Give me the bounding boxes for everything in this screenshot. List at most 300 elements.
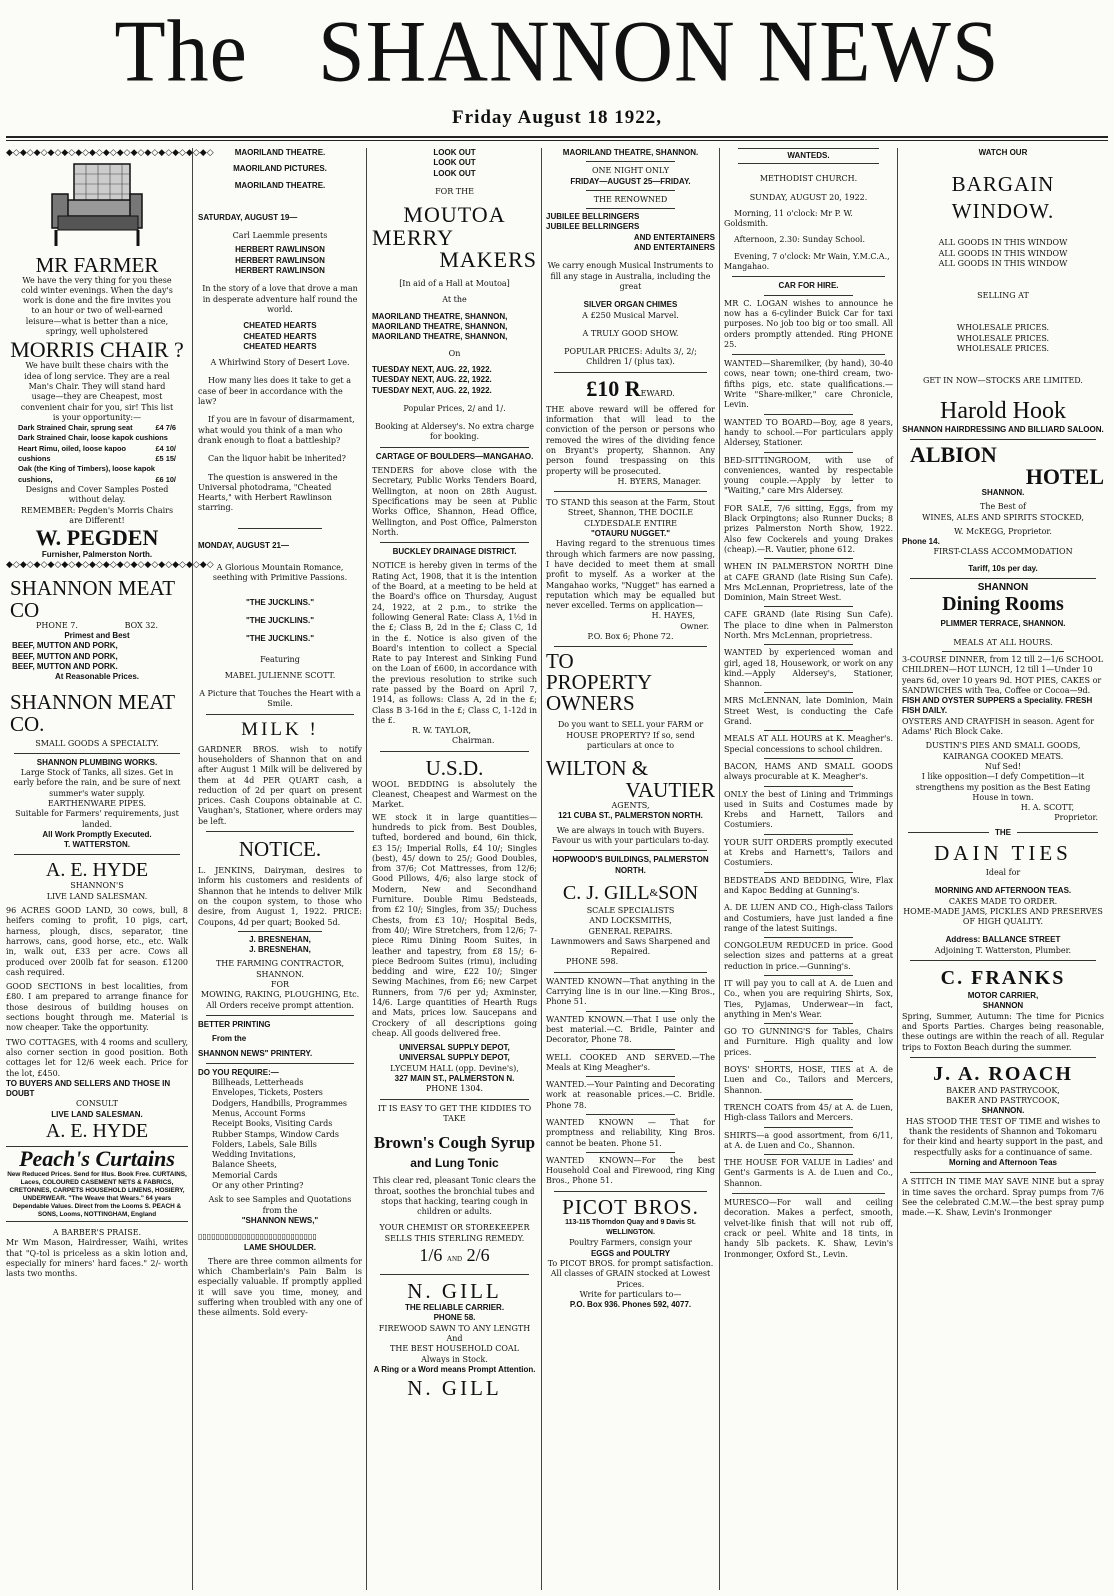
depot: UNIVERSAL SUPPLY DEPOT, [399,1053,510,1063]
bresnehan: J. BRESNEHAN, [249,945,311,955]
classified-ad: FOR SALE, 7/6 sitting, Eggs, from my Black Orpingtons; also Runner Ducks; 8 prizes Palmerston North Show, 1922. Also few Cockerels and young Drakes (cheap).—R. Vautier, phone 612. [724,503,893,554]
touch-note: We are always in touch with Buyers. Favour us with your particulars to-day. [551,825,710,846]
printing-item: Billheads, Letterheads [212,1078,304,1088]
hayes: H. HAYES, [651,611,695,621]
from-the: From the [212,1034,247,1044]
wanteds-heading: WANTEDS. [787,151,830,160]
popular-prices: POPULAR PRICES: Adults 3/, 2/; Children 1/ (plus tax). [564,347,697,367]
meat-co-contact [6,621,188,631]
divider [764,1099,853,1100]
divider [764,975,853,976]
window-heading: WINDOW. [951,199,1055,224]
price-item-price: £4 7/6 [155,423,176,433]
meat-co-specialty: SMALL GOODS A SPECIALTY. [35,738,159,748]
usd-heading: U.S.D. [425,755,484,780]
gill-phone: PHONE 58. [433,1313,476,1323]
printing-item: Dodgers, Handbills, Programmes [212,1098,347,1108]
otauru: "OTAURU NUGGET." [591,529,670,539]
divider [764,758,853,759]
divider [732,276,885,277]
divider [14,854,180,855]
column-5 [724,148,893,1592]
teas: MORNING AND AFTERNOON TEAS. [934,886,1072,896]
divider [586,1114,675,1115]
locks: AND LOCKSMITHS, [589,916,672,926]
dainties-heading: DAIN TIES [934,840,1072,865]
harold-sub: SHANNON HAIRDRESSING AND BILLIARD SALOON. [902,424,1104,434]
divider [380,447,529,448]
divider [942,651,1064,652]
car-heading: CAR FOR HIRE. [778,281,839,291]
owner: Owner. [680,621,709,631]
divider [586,1011,675,1012]
lame-shoulder: LAME SHOULDER. [244,1242,316,1252]
methodist: METHODIST CHURCH. [759,174,858,184]
plumbing-heading: SHANNON PLUMBING WORKS. [36,757,158,767]
column-2 [198,148,362,1592]
morris-chair-heading: MORRIS CHAIR ? [10,337,184,363]
wanted-known: WANTED KNOWN.—That I use only the best material.—C. Bridle, Painter and Decorator, Phone 78. [546,1014,715,1045]
printing-item: Wedding Invitations, [212,1150,296,1160]
laemmle: Carl Laemmle presents [232,231,328,241]
byers: H. BYERS, Manager. [617,476,701,486]
lookout: LOOK OUT [433,158,476,168]
milk-body: GARDNER BROS. wish to notify householders of Shannon that on and after August 1 Milk will be delivered by them at 4d PER QUART cash, a reduction of 2d per quart on present prices. Cash Coupons obtainable at C. Vaughan's, Stationer, where orders may be left. [198,744,362,826]
divider [380,1274,529,1275]
divider [586,190,675,191]
franks-shannon: SHANNON [982,1001,1024,1011]
price-item [18,433,176,453]
makers-heading: MAKERS [439,247,537,273]
theatre-line: MAORILAND THEATRE. [234,180,326,190]
plimmer: PLIMMER TERRACE, SHANNON. [940,619,1066,629]
chair-price-list [6,423,188,485]
tuesday-line: TUESDAY NEXT, AUG. 22, 1922. [372,375,492,385]
browns-heading: Brown's Cough Syrup [373,1133,536,1153]
lyceum: LYCEUM HALL (opp. Devine's), [390,1063,519,1073]
printing-list [198,1078,362,1191]
cj-gill-heading [546,880,715,906]
po-box: P.O. Box 6; Phone 72. [587,631,674,641]
picture-note: A Picture that Touches the Heart with a Smile. [199,689,361,709]
divider [732,354,885,355]
rawlinson: HERBERT RAWLINSON [235,245,325,255]
cj-gill-phone: PHONE 598. [566,957,619,967]
divider [554,372,707,373]
service: Morning, 11 o'clock: Mr P. W. Goldsmith. [724,208,853,229]
hyde-heading: A. E. HYDE [45,859,149,882]
roach-baker: BAKER AND PASTRYCOOK, [946,1096,1060,1106]
taylor: R. W. TAYLOR, [412,726,472,736]
first-class: FIRST-CLASS ACCOMMODATION [933,547,1073,557]
hyde-sub: LIVE LAND SALESMAN. [46,891,148,901]
ring-note: A Ring or a Word means Prompt Attention. [373,1364,536,1374]
hyde-live-land: LIVE LAND SALESMAN. [51,1109,143,1119]
theatre-line: MAORILAND THEATRE, SHANNON, [372,311,508,321]
question-1: How many lies does it take to get a case of beer in accordance with the law? [198,376,351,407]
all-goods: ALL GOODS IN THIS WINDOW [938,238,1068,248]
divider [238,528,322,529]
price-item-name: Oak (the King of Timbers), loose kapok cushions, [18,464,156,484]
divider [764,899,853,900]
price-item [18,423,176,433]
get-in-now: GET IN NOW—STOCKS ARE LIMITED. [923,376,1083,386]
depot-phone: PHONE 1304. [425,1084,484,1094]
chairman: Chairman. [452,736,495,746]
to-heading: TO [546,649,574,674]
divider [764,1061,853,1062]
lookout: LOOK OUT [433,148,476,157]
divider [764,730,853,731]
divider [764,834,853,835]
picot-heading: PICOT BROS. [562,1194,699,1219]
divider [764,500,853,501]
roach-heading: J. A. ROACH [933,1062,1073,1085]
divider [764,1023,853,1024]
dateline: Friday August 18 1922, [452,107,662,128]
roach-shannon: SHANNON. [981,1106,1025,1116]
column-divider [192,148,193,1590]
divider [764,606,853,607]
jubilee: JUBILEE BELLRINGERS [546,222,640,232]
sell-note: Do you want to SELL your FARM or HOUSE PROPERTY? If so, send particulars at once to [557,720,704,750]
tariff: Tariff, 10s per day. [968,563,1038,573]
chemist-note: YOUR CHEMIST OR STOREKEEPER SELLS THIS STERLING REMEDY. [379,1223,530,1243]
stand-body: Having regard to the strenuous times through which farmers are now passing, I have decided to meet them at small profit to myself. As a worker at the Mangahao works, "Nugget" has earned a reputation which may be equalled but never excelled. Terms on application— [546,539,715,611]
meat-co-line: BEEF, MUTTON AND PORK. [12,661,118,671]
roach-teas: Morning and Afternoon Teas [949,1157,1057,1167]
albion-heading: ALBION [910,441,997,467]
picot-body-2: To PICOT BROS. for prompt satisfaction. [547,1258,714,1268]
main-st: 327 MAIN ST., PALMERSTON N. [394,1074,515,1084]
picot-grain: All classes of GRAIN stocked at Lowest Prices. [550,1269,711,1289]
meat-co-heading-2: SHANNON MEAT CO. [10,689,175,736]
picot-write: Write for particulars to— [579,1289,682,1299]
divider [764,644,853,645]
wanted-known: WANTED KNOWN—That anything in the Carrying line is in our line.—King Bros., Phone 51. [546,976,715,1007]
classified-ad: ONLY the best of Lining and Trimmings used in Suits and Costumes made by Krebs and Harnett, Tailors and Costumiers. [724,789,893,830]
masthead [0,2,1114,103]
price-large: 2/6 [466,1245,490,1266]
wholesale: WHOLESALE PRICES. [956,333,1050,343]
always-stock: Always in Stock. [421,1354,488,1364]
divider [764,452,853,453]
divider [206,831,354,832]
glorious: A Glorious Mountain Romance, seething with Primitive Passions. [212,563,348,583]
classified-ad: THE HOUSE FOR VALUE in Ladies' and Gent's Garments is A. de Luen and Co., Shannon. [724,1158,893,1188]
price-item [18,444,176,465]
better-printing: BETTER PRINTING [198,1019,271,1029]
wanted-known: WANTED.—Your Painting and Decorating work at reasonable prices.—C. Bridle. Phone 78. [546,1080,715,1110]
price-item [18,464,176,485]
column-divider [719,148,720,1590]
notice-heading: NOTICE. [238,837,322,862]
classified-ad: MEALS AT ALL HOURS at K. Meagher's. Special concessions to school children. [724,734,893,754]
divider [14,753,180,754]
cakes: CAKES MADE TO ORDER. [948,896,1058,906]
dining-shannon: SHANNON [977,582,1029,594]
oysters: OYSTERS AND CRAYFISH in season. Agent for Adams' Rich Block Cake. [902,716,1095,737]
classified-ad: MURESCO—For wall and ceiling decoration. Makes a perfect, smooth, velvet-like finish that will not rub off, crack or peel. White and 18 tints, in handy 5lb packets. K. Shaw, Levin's Ironmonger, Oxford St., Levin. [724,1198,893,1259]
reward-amount: £10 R [586,375,641,401]
cheated-hearts: CHEATED HEARTS [243,341,317,351]
for-label: FOR [270,980,290,990]
tuesday-line: TUESDAY NEXT, AUG. 22, 1922. [372,385,492,395]
theatre-line: MAORILAND THEATRE, SHANNON, [372,332,508,342]
gill-heading: N. GILL [407,1279,502,1304]
divider [206,1015,354,1016]
divider [764,295,853,296]
classified-ad: MR C. LOGAN wishes to announce he now has a 6-cylinder Buick Car for taxi purposes. No job too big or too small. All orders promptly attended. Ring PHONE 25. [724,298,893,349]
renowned: THE RENOWNED [593,194,668,204]
divider [586,161,675,162]
theatre-line: MAORILAND THEATRE, SHANNON, [372,322,508,332]
franks-heading: C. FRANKS [940,967,1066,990]
cj-gill-name: C. J. GILL [562,881,650,904]
barber-heading: A BARBER'S PRAISE. [52,1228,142,1237]
rawlinson: HERBERT RAWLINSON [235,255,325,265]
cartage-heading: CARTAGE OF BOULDERS—MANGAHAO. [375,451,534,461]
theatre-line: MAORILAND PICTURES. [233,164,327,174]
do-you-require: DO YOU REQUIRE:— [198,1067,279,1077]
hyde-listing: 96 ACRES GOOD LAND, 30 cows, bull, 8 heifers coming to profit, 10 pigs, cart, harness, plough, discs, separator, tine harrows, cans, good horse, etc., etc. Walk in, walk out, £33 per acre. Cows all produced over 200lb fat for season. £1200 cash required. [6,906,188,977]
divider [764,692,853,693]
column-3 [372,148,537,1592]
watch-our: WATCH OUR [978,148,1028,157]
masthead-rule [6,136,1108,138]
dining-rooms-heading: Dining Rooms [942,593,1064,616]
barber-body: Mr Wm Mason, Hairdresser, Waihi, writes that "Q-tol is priceless as a skin lotion and, especially for miners' hard faces." 2/- worth lasts two months. [6,1238,188,1279]
browns-body: This clear red, pleasant Tonic clears the throat, soothes the bronchial tubes and stops that hacking, tearing cough in children or adults. [373,1176,536,1217]
banner-line [1017,832,1098,833]
mabel: MABEL JULIENNE SCOTT. [224,670,336,680]
depot: UNIVERSAL SUPPLY DEPOT, [399,1043,510,1053]
featuring: Featuring [260,654,300,664]
armchair-illustration [46,160,146,250]
tuesday-line: TUESDAY NEXT, AUG. 22, 1922. [372,364,492,374]
wholesale: WHOLESALE PRICES. [956,323,1050,333]
price-item-price: £4 10/ [155,443,176,453]
notice-body: L. JENKINS, Dairyman, desires to inform his customers and residents of Shannon that he intends to deliver Milk on the coupon system, to those who desire, from August 1, 1922. PRICE: Coupons, 4d per quart; Booked 5d. [198,866,362,927]
nuf-sed: Nuf Sed! [984,761,1022,771]
lung-tonic: and Lung Tonic [410,1156,499,1171]
cj-gill-son: SON [658,881,699,904]
remember-note: REMEMBER: Pegden's Morris Chairs are Different! [20,505,174,525]
aid-note: [In aid of a Hall at Moutoa] [399,279,510,289]
the-banner [902,828,1104,838]
at-the: At the [442,295,467,305]
hyde-heading-2: A. E. HYDE [45,1120,149,1142]
rawlinson: HERBERT RAWLINSON [235,266,325,276]
price-item-name: Dark Strained Chair, loose kapok cushions [18,433,168,443]
divider [910,578,1096,579]
merry-heading: MERRY [372,225,455,251]
reward-heading [546,377,715,401]
question-3: Can the liquor habit be inherited? [208,454,346,464]
classified-ad: WANTED TO BOARD—Boy, age 8 years, handy to school.—For particulars apply Aldersey, Stationer. [724,417,893,448]
classified-ad: WHEN IN PALMERSTON NORTH Dine at CAFE GRAND (late Rising Sun Cafe). Mrs McLennan, Proprietress, late of the Dominion, Main Street West. [724,562,893,603]
classified-ad: BEDSTEADS AND BEDDING, Wire, Flax and Kapoc Bedding at Gunning's. [724,875,893,895]
theatre-heading: MAORILAND THEATRE, SHANNON. [562,148,699,157]
hyde-buyers: TO BUYERS AND SELLERS AND THOSE IN DOUBT [6,1078,171,1099]
column-6 [902,148,1104,1592]
best-of: The Best of [979,502,1027,512]
masthead-title: SHANNON NEWS [317,2,1000,101]
entertainers: AND ENTERTAINERS [633,232,715,242]
printing-item: Balance Sheets, [212,1160,277,1170]
watterston: T. WATTERSTON. [64,840,130,850]
hopwood: HOPWOOD'S BUILDINGS, PALMERSTON NORTH. [552,855,709,875]
price-item-name: Heart Rimu, oiled, loose kapoo cushions [18,443,127,464]
fish-suppers: FISH AND OYSTER SUPPERS a Speciality. FRESH FISH DAILY. [902,696,1093,716]
pegden-heading: W. PEGDEN [35,525,159,551]
cuba-st: 121 CUBA ST., PALMERSTON NORTH. [558,811,703,821]
picot-body: Poultry Farmers, consign your [569,1238,692,1248]
browns-prices [372,1244,537,1270]
bargain-heading: BARGAIN [951,172,1055,197]
on-label: On [448,348,461,358]
column-divider [897,148,898,1590]
defy: I like opposition—I defy Competition—it strengthens my position as the Best Eating House in town. [915,772,1091,802]
all-work: All Work Promptly Executed. [42,829,152,839]
dustins: DUSTIN'S PIES AND SMALL GOODS, KAIRANGA COOKED MEATS. [925,741,1081,761]
the-label: THE [995,827,1011,837]
all-goods: ALL GOODS IN THIS WINDOW [938,248,1068,258]
star-border: ◆◇◆◇◆◇◆◇◆◇◆◇◆◇◆◇◆◇◆◇◆◇◆◇◆◇◆◇◆◇ [6,148,214,158]
ask-samples: Ask to see Samples and Quotations from the [208,1195,352,1215]
mr-farmer-body: We have the very thing for you these cold winter evenings. When the day's work is done and the fire invites you to an hour or two of well-earned leisure—what is better than a nice, springy, well upholstered [21,275,173,337]
dining-menu: 3-COURSE DINNER, from 12 till 2—1/6 SCHOOL CHILDREN—HOT LUNCH, 12 till 1—Under 10 years 6d, over 10 years 9d. HOT PIES, CAKES or SANDWICHES with Tea, Coffee or Cocoa—9d. [902,654,1104,695]
divider [206,714,354,715]
divider [764,937,853,938]
story-text: In the story of a love that drove a man in desperate adventure half round the world. [202,284,358,314]
gill-sub: THE RELIABLE CARRIER. [404,1303,505,1313]
marvel: A £250 Musical Marvel. [582,310,679,320]
divider [764,414,853,415]
divider [554,646,707,647]
one-night: ONE NIGHT ONLY [592,166,669,176]
wholesale: WHOLESALE PRICES. [956,344,1050,354]
picot-eggs: EGGS and POULTRY [590,1248,671,1258]
earthenware-body: Suitable for Farmers' requirements, just landed. [15,809,179,829]
wanted-known: WANTED KNOWN—For the best Household Coal and Firewood, ring King Bros., Phone 51. [546,1155,715,1186]
classified-ad: SHIRTS—a good assortment, from 6/11, at A. de Luen and Co., Shannon. [724,1130,893,1150]
scale: SCALE SPECIALISTS [586,905,675,915]
earthenware: EARTHENWARE PIPES. [47,798,147,808]
classified-ad: GO TO GUNNING'S for Tables, Chairs and Furniture. High quality and low prices. [724,1027,893,1057]
price-item-price: £5 15/ [155,454,176,464]
divider [586,1049,675,1050]
owners-heading: OWNERS [546,691,635,716]
booking: Booking at Aldersey's. No extra charge for booking. [374,422,535,442]
hyde-sections: GOOD SECTIONS in best localities, from £80. I am prepared to arrange finance for those desirous of building houses on sections bought through me. Material is now cheaper. Take the opportunity. [6,982,188,1033]
divider [380,751,529,752]
jubilee: JUBILEE BELLRINGERS [546,212,640,222]
pegden-sub: Furnisher, Palmerston North. [41,550,153,560]
curtains-body: New Reduced Prices. Send for Illus. Book Free. CURTAINS, Laces, COLOURED CASEMENT NETS & FABRICS, CRETONNES, CARPETS HOUSEHOLD LINENS, HOSIERY, UNDERWEAR. "The Weave that Wears." 64 years Dependable Values. Direct from the Looms S. PEACH & SONS, Looms, NOTTINGHAM, England [6,1171,188,1222]
morris-chair-body: We have built these chairs with the idea of long service. They are a real Man's Chair. They will stand hard usage—they are Cheapest, most convenient chair for you, sir! This list is your opportunity:— [20,361,174,422]
printery: SHANNON NEWS" PRINTERY. [198,1048,313,1058]
divider [586,208,675,209]
harold-hook: Harold Hook [940,397,1066,424]
sunday-line: SUNDAY, AUGUST 20, 1922. [749,192,868,202]
scott: H. A. SCOTT, [1020,803,1074,813]
divider [764,1154,853,1155]
meat-co-phone: PHONE 7. [36,620,78,630]
mowing: MOWING, RAKING, PLOUGHING, Etc. All Orders receive prompt attention. [200,990,360,1010]
meat-co-box: BOX 32. [124,620,158,630]
picot-address: 113-115 Thorndon Quay and 9 Davis St. WELLINGTON. [565,1218,696,1237]
classified-ad: BACON, HAMS AND SMALL GOODS always procurable at K. Meagher's. [724,761,893,782]
column-4 [546,148,715,1592]
lame-body: There are three common ailments for which Chamberlain's Pain Balm is especially valuable. If promptly applied it will save you time, money, and suffering when troubled with any one of these ailments. Sold every- [198,1256,362,1318]
tenders-body: TENDERS for above close with the Secretary, Public Works Tenders Board, Wellington, at noon on 28th August. Specifications may be seen at Public Works Office, Shannon, Head Office, Wellington, and Post Office, Palmerston North. [372,466,537,537]
column-divider [366,148,367,1590]
theatre-line: MAORILAND THEATRE. [234,148,326,157]
banner-line [908,832,989,833]
whirlwind: A Whirlwind Story of Desert Love. [210,358,350,368]
stitch-ad: A STITCH IN TIME MAY SAVE NINE but a spray in time saves the orchard. Spray pumps from 7/6 See the celebrated C.M.W.—the best spray pump made.—K. Shaw, Levin's Ironmonger [902,1177,1104,1218]
divider [206,1063,354,1064]
jucklins: "THE JUCKLINS." [245,615,315,625]
divider [238,931,322,932]
service: Evening, 7 o'clock: Mr Wain, Y.M.C.A., Mangahao. [724,251,890,272]
silver-chimes: SILVER ORGAN CHIMES [583,300,678,310]
general: GENERAL REPAIRS. [588,926,673,936]
column-divider [541,148,542,1590]
divider [732,1193,885,1194]
albion-shannon: SHANNON. [981,487,1025,497]
ideal-for: Ideal for [985,867,1021,877]
adjoining: Adjoining T. Watterston, Plumber. [934,945,1072,955]
friday-line: FRIDAY—AUGUST 25—FRIDAY. [570,176,691,186]
dainties-address: Address: BALLANCE STREET [945,935,1061,945]
shannon-news: "SHANNON NEWS," [241,1215,319,1225]
printing-item: Or any other Printing? [212,1181,304,1191]
divider [380,1099,529,1100]
meat-co-line: BEEF, MUTTON AND PORK, [12,641,118,651]
firewood: FIREWOOD SAWN TO ANY LENGTH [378,1323,531,1333]
cheated-hearts: CHEATED HEARTS [243,321,317,331]
for-the: FOR THE [435,186,474,196]
divider [764,1127,853,1128]
farming-contractor: THE FARMING CONTRACTOR, SHANNON. [215,959,345,979]
roach-baker: BAKER AND PASTRYCOOK, [946,1085,1060,1095]
property-heading: PROPERTY [546,670,653,695]
divider [586,1076,675,1077]
classified-ad: IT will pay you to call at A. de Luen and Co., when you are requiring Shirts, Sox, Ties, Pyjamas, Underwear—in fact, anything in Men's Wear. [724,979,893,1019]
cj-gill-amp: & [649,886,659,899]
proprietor: Proprietor. [1054,813,1098,823]
musical-note: We carry enough Musical Instruments to fill any stage in Australia, including the great [547,261,714,291]
selling-at: SELLING AT [977,291,1029,301]
classified-ad: BOYS' SHORTS, HOSE, TIES at A. de Luen and Co., Tailors and Mercers, Shannon. [724,1065,893,1095]
divider [910,1172,1096,1173]
price-item-price: £6 10/ [155,474,176,484]
service: Afternoon, 2.30: Sunday School. [734,235,866,245]
printing-item: Menus, Account Forms [212,1109,306,1118]
all-goods: ALL GOODS IN THIS WINDOW [938,258,1068,268]
jucklins: "THE JUCKLINS." [245,634,315,644]
price-small: 1/6 [419,1245,443,1266]
ornament-border: ▯▯▯▯▯▯▯▯▯▯▯▯▯▯▯▯▯▯▯▯▯▯▯▯▯▯▯ [198,1232,317,1242]
divider [554,491,707,492]
mr-farmer-heading: MR FARMER [35,252,159,277]
kiddies: IT IS EASY TO GET THE KIDDIES TO TAKE [377,1103,532,1123]
divider [380,542,529,543]
bresnehan: J. BRESNEHAN, [249,934,311,944]
reward-body: THE above reward will be offered for information that will lead to the conviction of the person or persons who removed the wires of the dividing fence on Bryant's property, Shannon. Any person found trespassing on this property will be prosecuted. [546,404,715,476]
